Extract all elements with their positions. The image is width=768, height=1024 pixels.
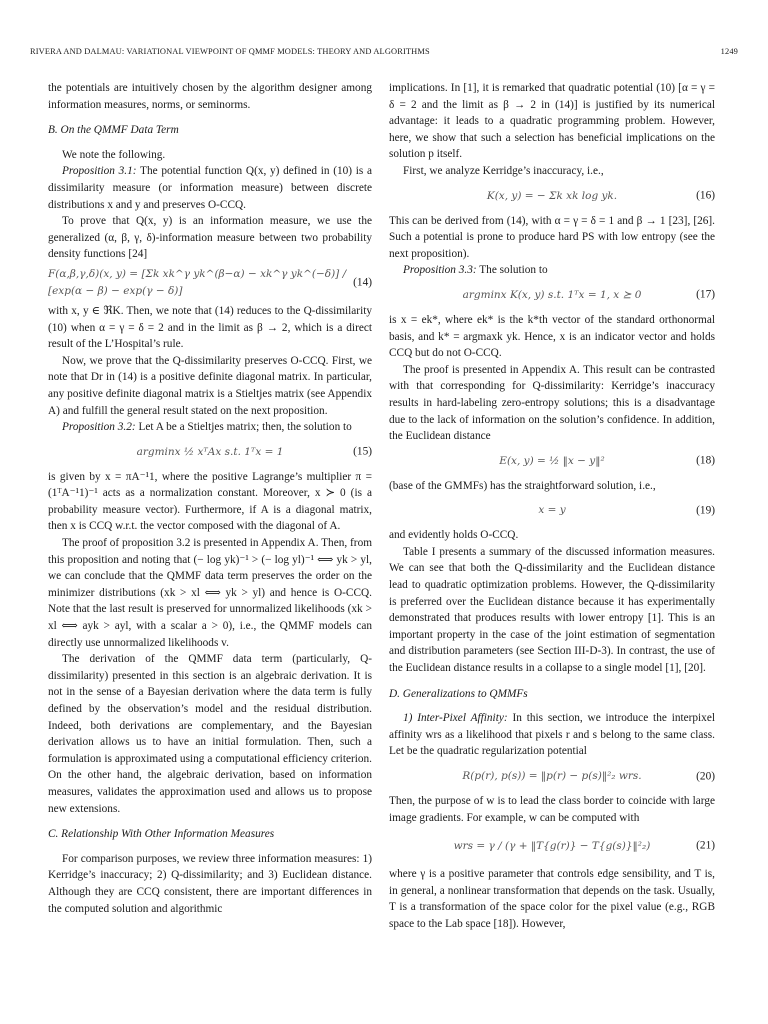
equation-body: F(α,β,γ,δ)(x, y) = [Σk xk^γ yk^(β−α) − xk^γ yk^(−δ)] / [exp(α − β) − exp(γ − δ)]	[48, 268, 347, 297]
equation-body: R(p(r), p(s)) = ‖p(r) − p(s)‖²₂ wrs.	[462, 770, 642, 783]
left-column	[48, 80, 372, 917]
equation-18	[389, 445, 715, 478]
equation-body: argminx K(x, y) s.t. 1ᵀx = 1, x ⪰ 0	[462, 289, 642, 302]
paragraph: Then, the purpose of w is to lead the class border to coincide with large image gradients. For example, w can be computed with	[389, 795, 715, 824]
proposition-label: Proposition 3.3:	[403, 264, 477, 277]
paragraph: (base of the GMMFs) has the straightforward solution, i.e.,	[389, 479, 656, 492]
equation-number: (15)	[353, 445, 372, 458]
paragraph: This can be derived from (14), with α = γ = δ = 1 and β → 1 [23], [26]. Such a potential is prone to produce hard PS with low entropy (see the next proposition).	[389, 214, 715, 260]
paragraph: The proof of proposition 3.2 is presented in Appendix A. Then, from this proposition and noting that (− log yk)⁻¹ > (− log yl)⁻¹ ⟺ yk > yl, we can conclude that the QMMF data term preserves the order on the minimizer distributions (xk > xl ⟺ yk > yl) and hence is O-CCQ. Note that the last result is preserved for unnormalized likelihoods (xk > xl ⟺ ayk > ayl, with a scalar a > 0), i.e., the QMMF models can directly use unnormalized likelihoods v.	[48, 537, 372, 649]
proposition-3-2	[48, 419, 372, 436]
section-heading-d: D. Generalizations to QMMFs	[389, 687, 528, 700]
section-heading-b: B. On the QMMF Data Term	[48, 124, 179, 137]
paragraph: To prove that Q(x, y) is an information measure, we use the generalized (α, β, γ, δ)-information measure between two probability density functions [24]	[48, 215, 372, 261]
paragraph: We note the following.	[62, 148, 166, 161]
equation-number: (19)	[696, 504, 715, 517]
right-column	[389, 80, 715, 933]
equation-body: x = y	[538, 504, 566, 517]
proposition-text: Let A be a Stieltjes matrix; then, the solution to	[138, 421, 352, 434]
paragraph: The derivation of the QMMF data term (particularly, Q-dissimilarity) presented in this section is an algebraic derivation. It is not in the sense of a Bayesian derivation where the data term is fully defined by the observation’s model and the residual distribution. Indeed, both derivations are complementary, and the Bayesian derivation allows us to have an initial formulation. Then, such a formulation is approximated using a computational efficiency criterion. On the other hand, the algebraic derivation, based on information measures, validates the approximation used and allows us to propose new extensions.	[48, 653, 372, 815]
section-heading-c: C. Relationship With Other Information Measures	[48, 828, 275, 841]
equation-20	[389, 760, 715, 793]
equation-body: K(x, y) = − Σk xk log yk.	[486, 189, 618, 202]
equation-number: (14)	[353, 276, 372, 289]
equation-body: wrs = γ / (γ + ‖T{g(r)} − T{g(s)}‖²₂)	[453, 839, 651, 852]
paragraph: is x = ek*, where ek* is the k*th vector of the standard orthonormal basis, and k* = argmaxk yk. Hence, x is an indicator vector and holds CCQ but do not O-CCQ.	[389, 313, 715, 360]
equation-number: (21)	[696, 839, 715, 852]
equation-number: (20)	[696, 770, 715, 783]
equation-19	[389, 494, 715, 527]
proposition-label: Proposition 3.2:	[62, 421, 136, 434]
proposition-3-3	[389, 262, 715, 279]
paragraph: First, we analyze Kerridge’s inaccuracy, i.e.,	[403, 164, 604, 177]
paragraph: with x, y ∈ ℜK. Then, we note that (14) reduces to the Q-dissimilarity (10) when α = γ = δ = 2 and in the limit as β → 2, which is a direct result of the L’Hospital’s rule.	[48, 304, 372, 351]
paragraph: and evidently holds O-CCQ.	[389, 529, 519, 542]
paragraph: For comparison purposes, we review three information measures: 1) Kerridge’s inaccuracy; 2) Q-dissimilarity; and 3) Euclidean distance. Although they are CCQ consistent, there are important differences in the computed solution and algorithmic	[48, 852, 372, 915]
proposition-text: The solution to	[479, 264, 548, 277]
proposition-3-1	[48, 163, 372, 213]
equation-number: (16)	[696, 189, 715, 202]
equation-body: argminx ½ xᵀAx s.t. 1ᵀx = 1	[136, 445, 284, 458]
paragraph: the potentials are intuitively chosen by the algorithm designer among information measures, norms, or seminorms.	[48, 82, 372, 111]
page-number: 1249	[720, 47, 738, 56]
paragraph: Table I presents a summary of the discussed information measures. We can see that both the Q-dissimilarity and the Euclidean distance lead to quadratic optimization problems. However, the Q-dissimilarity is preferred over the Euclidean distance because it has experimentally demonstrated that produces results with lower entropy [1]. This is an important property in the case of the joint estimation of segmentation and distribution parameters (see Section III-D-3). In contrast, the use of the Euclidean distance results in a collapse to a single model [1], [20].	[389, 545, 715, 675]
subsection-label: 1) Inter-Pixel Affinity:	[403, 712, 508, 725]
equation-number: (17)	[696, 289, 715, 302]
equation-16	[389, 180, 715, 213]
equation-21	[389, 826, 715, 866]
equation-body: E(x, y) = ½ ‖x − y‖²	[499, 454, 605, 467]
equation-14	[48, 263, 372, 303]
proposition-text: The potential function Q(x, y) defined in (10) is a dissimilarity measure (or information measure) between discrete distributions x and y and preserves O-CCQ.	[48, 165, 373, 211]
subsection-inter-pixel-affinity	[389, 710, 715, 760]
subsection-text: In this section, we introduce the interpixel affinity wrs as a likelihood that pixels r and s belong to the same class. Let be the quadratic regularization potential	[389, 712, 715, 758]
equation-17	[389, 279, 715, 312]
paragraph: implications. In [1], it is remarked that quadratic potential (10) [α = γ = δ = 2 and the limit as β → 2 in (14)] is justified by its numerical advantage: it leads to a quadratic programming problem. However, here, we show that such a selection has beneficial implications on the solution p itself.	[389, 82, 715, 161]
running-header	[30, 47, 738, 61]
proposition-label: Proposition 3.1:	[62, 165, 137, 178]
equation-15	[48, 436, 372, 469]
paragraph: The proof is presented in Appendix A. This result can be contrasted with that corresponding for Q-dissimilarity: Kerridge’s inaccuracy results in hard-labeling zero-entropy solutions; this is a disadvantage due to the lack of information on the solution’s confidence. In addition, the Euclidean distance	[389, 363, 715, 443]
paragraph: is given by x = πA⁻¹1, where the positive Lagrange’s multiplier π = (1ᵀA⁻¹1)⁻¹ acts as a normalization constant. Moreover, x ≻ 0 (is a probability measure vector). Furthermore, if A is a diagonal matrix, then x is CCQ w.r.t. the vector composed with the diagonal of A.	[48, 470, 372, 533]
running-title: RIVERA AND DALMAU: VARIATIONAL VIEWPOINT OF QMMF MODELS: THEORY AND ALGORITHMS	[30, 47, 430, 56]
paragraph: where γ is a positive parameter that controls edge sensibility, and T is, in general, a nonlinear transformation that depends on the task. Usually, T is a transformation of the space color for the pixel value (e.g., RGB space to the Lab space [18]). However,	[389, 868, 715, 930]
equation-number: (18)	[696, 454, 715, 467]
paragraph: Now, we prove that the Q-dissimilarity preserves O-CCQ. First, we note that Dr in (14) is a positive definite diagonal matrix. In particular, any positive definite diagonal matrix is a Stieltjes matrix (see Appendix A) and fulfill the general result stated on the next proposition.	[48, 354, 372, 417]
